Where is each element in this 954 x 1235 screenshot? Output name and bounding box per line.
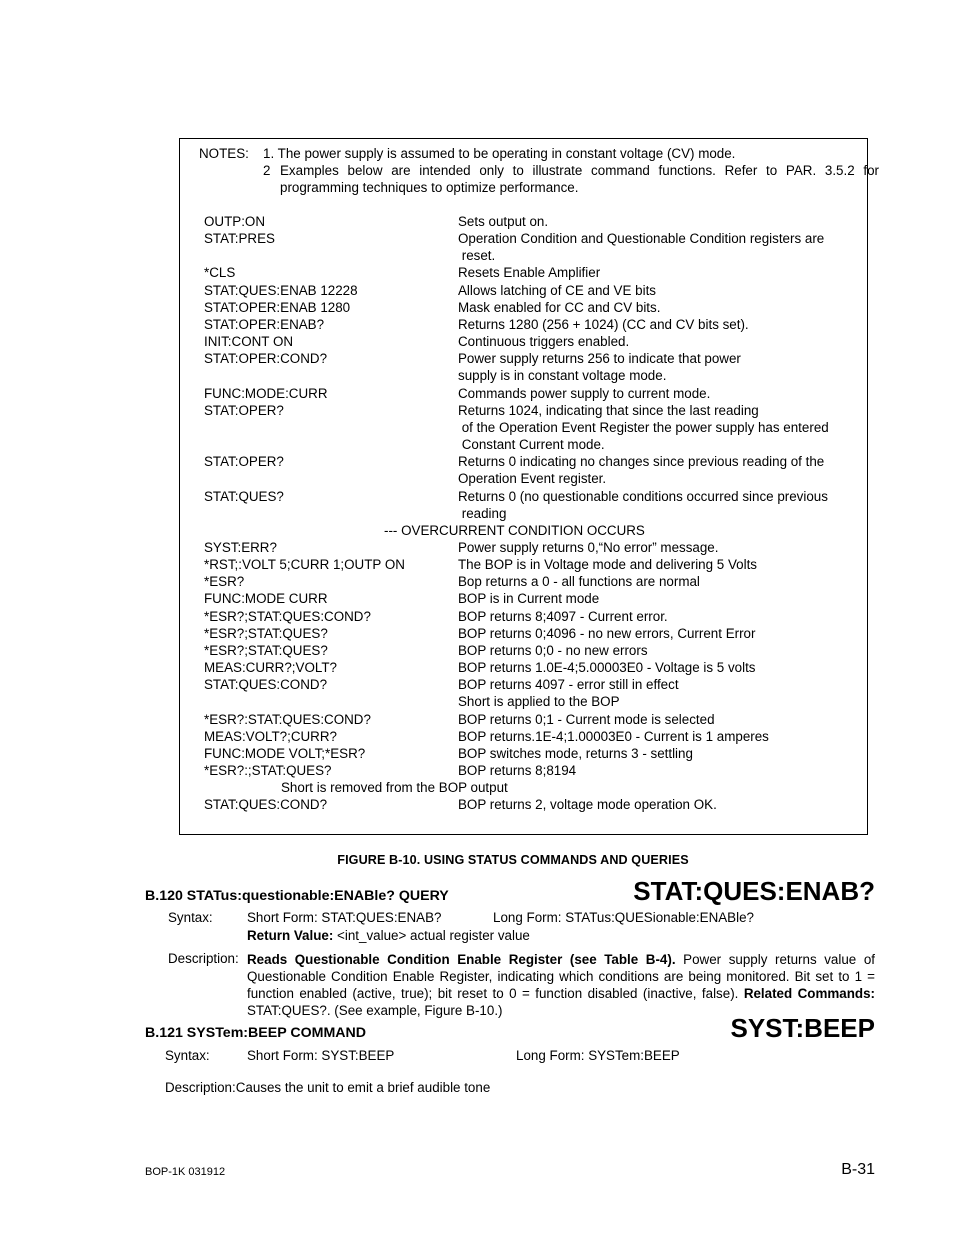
command-text [204, 436, 458, 453]
command-description: Returns 0 indicating no changes since previous reading of the [458, 454, 825, 470]
example-row [204, 230, 854, 247]
command-text: *RST;:VOLT 5;CURR 1;OUTP ON [204, 557, 405, 573]
command-text: INIT:CONT ON [204, 334, 294, 350]
command-text: OUTP:ON [204, 214, 266, 229]
short-removed-marker-text: Short is removed from the BOP output [281, 780, 508, 796]
command-description: BOP switches mode, returns 3 - settling [458, 745, 693, 761]
command-description: reading [458, 505, 507, 521]
section-b120-heading: B.120 STATus:questionable:ENABle? QUERY [145, 888, 449, 904]
command-text: STAT:QUES:ENAB 12228 [204, 282, 358, 298]
command-description: BOP returns.1E-4;1.00003E0 - Current is 1 amperes [458, 728, 769, 744]
example-row [204, 488, 854, 505]
b120-description [247, 951, 875, 1019]
example-row [204, 470, 854, 487]
b120-desc-text: Power supply returns value of Questionable Condition Enable Register, indicating which conditions are being monitored. Bit set to 1 = function enabled (active, true); bit reset to 0 = function disabled (inactive, false). [247, 952, 875, 1001]
note-2 [263, 162, 879, 196]
b121-description: Description:Causes the unit to emit a brief audible tone [165, 1080, 491, 1095]
example-row [204, 453, 854, 470]
example-row [204, 419, 854, 436]
example-row [204, 659, 854, 676]
section-b121-command: SYST:BEEP [730, 1013, 875, 1043]
command-text: STAT:QUES:COND? [204, 797, 328, 813]
notes-label: NOTES: [199, 146, 249, 161]
example-row [204, 367, 854, 384]
command-text: *ESR?:;STAT:QUES? [204, 763, 332, 778]
command-text: STAT:OPER:COND? [204, 351, 328, 367]
example-row [204, 573, 854, 590]
command-description: Returns 0 (no questionable conditions occurred since previous [458, 488, 828, 504]
command-description: BOP returns 0;4096 - no new errors, Current Error [458, 625, 756, 641]
command-text: STAT:PRES [204, 231, 275, 247]
example-row [204, 385, 854, 402]
command-text: SYST:ERR? [204, 539, 277, 555]
command-text: *ESR?:STAT:QUES:COND? [204, 711, 371, 727]
command-text: *ESR?;STAT:QUES:COND? [204, 608, 371, 624]
example-row [204, 711, 854, 728]
command-text: *ESR?;STAT:QUES? [204, 625, 328, 641]
b120-syntax-label: Syntax: [168, 910, 213, 925]
command-description: Mask enabled for CC and CV bits. [458, 299, 661, 315]
command-description: BOP is in Current mode [458, 591, 600, 607]
command-text: *ESR? [204, 574, 245, 590]
command-text: STAT:QUES:COND? [204, 677, 328, 693]
command-description: BOP returns 4097 - error still in effect [458, 677, 679, 693]
example-row [204, 350, 854, 367]
command-description: BOP returns 2, voltage mode operation OK. [458, 797, 717, 813]
command-description: Power supply returns 256 to indicate that power [458, 351, 741, 367]
command-description: The BOP is in Voltage mode and delivering 5 Volts [458, 557, 757, 573]
section-b121-heading: B.121 SYSTem:BEEP COMMAND [145, 1025, 367, 1041]
command-text [204, 247, 458, 264]
note-1: 1. The power supply is assumed to be operating in constant voltage (CV) mode. [263, 146, 736, 161]
b120-short-form: Short Form: STAT:QUES:ENAB? [247, 910, 442, 925]
command-text: FUNC:MODE:CURR [204, 385, 328, 401]
b121-short-form: Short Form: SYST:BEEP [247, 1048, 395, 1063]
command-description: of the Operation Event Register the power supply has entered [458, 419, 829, 435]
overcurrent-marker-text: --- OVERCURRENT CONDITION OCCURS [384, 522, 645, 538]
return-value-text: <int_value> actual register value [333, 928, 530, 943]
command-text [204, 693, 458, 710]
command-description: reset. [458, 248, 496, 264]
command-description: BOP returns 0;0 - no new errors [458, 642, 648, 658]
example-row [204, 247, 854, 264]
command-text: FUNC:MODE VOLT;*ESR? [204, 745, 366, 761]
command-description: supply is in constant voltage mode. [458, 368, 667, 384]
example-row [204, 625, 854, 642]
b120-return-value [247, 928, 530, 943]
command-text: *ESR?;STAT:QUES? [204, 642, 328, 658]
command-description: Returns 1280 (256 + 1024) (CC and CV bits set). [458, 316, 749, 332]
command-description: BOP returns 8;4097 - Current error. [458, 608, 668, 624]
example-row [204, 505, 854, 522]
command-text: *CLS [204, 265, 236, 281]
command-description: Power supply returns 0,“No error” message. [458, 539, 719, 555]
b121-long-form: Long Form: SYSTem:BEEP [516, 1048, 680, 1063]
command-text [204, 470, 458, 487]
command-text [204, 419, 458, 436]
example-row [204, 608, 854, 625]
example-row [204, 590, 854, 607]
command-description: Allows latching of CE and VE bits [458, 282, 656, 298]
command-text: STAT:QUES? [204, 488, 284, 504]
command-description: Resets Enable Amplifier [458, 265, 601, 281]
example-row [204, 264, 854, 281]
b121-syntax-label: Syntax: [165, 1048, 210, 1063]
footer-doc-id: BOP-1K 031912 [145, 1166, 226, 1178]
command-text: STAT:OPER? [204, 454, 284, 470]
related-commands-label: Related Commands: [743, 986, 875, 1001]
example-row [204, 213, 854, 230]
note-2-text: Examples below are intended only to illustrate command functions. Refer to PAR. 3.5.2 for programming techniques to optimize performance. [280, 163, 879, 195]
example-row [204, 676, 854, 693]
figure-box [179, 138, 879, 835]
command-description: Operation Condition and Questionable Condition registers are [458, 231, 825, 247]
section-b120-command: STAT:QUES:ENAB? [633, 876, 875, 906]
b120-description-label: Description: [168, 951, 239, 966]
command-text: STAT:OPER? [204, 402, 284, 418]
b120-long-form: Long Form: STATus:QUESionable:ENABle? [493, 910, 754, 925]
command-text: STAT:OPER:ENAB 1280 [204, 299, 351, 315]
command-description: BOP returns 0;1 - Current mode is selected [458, 711, 715, 727]
example-row [204, 693, 854, 710]
example-row [204, 728, 854, 745]
b120-desc-bold: Reads Questionable Condition Enable Register (see Table B-4). [247, 952, 676, 967]
footer-page-number: B-31 [841, 1161, 875, 1178]
example-row [204, 316, 854, 333]
figure-caption: FIGURE B-10. USING STATUS COMMANDS AND QUERIES [337, 853, 689, 867]
command-text: MEAS:VOLT?;CURR? [204, 728, 337, 744]
example-row [204, 333, 854, 350]
command-description: BOP returns 8;8194 [458, 763, 577, 778]
command-description: Continuous triggers enabled. [458, 334, 630, 350]
overcurrent-marker [204, 522, 854, 539]
command-text: FUNC:MODE CURR [204, 591, 328, 607]
command-description: Sets output on. [458, 214, 549, 229]
related-commands-text: STAT:QUES?. (See example, Figure B-10.) [247, 1003, 503, 1018]
command-text: STAT:OPER:ENAB? [204, 316, 325, 332]
note-2-number: 2 [263, 163, 271, 178]
example-row [204, 282, 854, 299]
command-description: Short is applied to the BOP [458, 694, 620, 710]
command-text: MEAS:CURR?;VOLT? [204, 660, 337, 676]
command-example-list [204, 213, 854, 813]
example-row [204, 299, 854, 316]
command-description: BOP returns 1.0E-4;5.00003E0 - Voltage is 5 volts [458, 660, 756, 676]
command-description: Constant Current mode. [458, 437, 605, 453]
command-text [204, 367, 458, 384]
example-row [204, 539, 854, 556]
short-removed-marker [204, 779, 854, 796]
return-value-label: Return Value: [247, 928, 334, 943]
command-description: Returns 1024, indicating that since the last reading [458, 402, 759, 418]
command-description: Commands power supply to current mode. [458, 385, 711, 401]
example-row [204, 762, 854, 779]
example-row [204, 402, 854, 419]
command-description: Bop returns a 0 - all functions are normal [458, 574, 700, 590]
command-description: Operation Event register. [458, 471, 607, 487]
command-text [204, 505, 458, 522]
example-row [204, 796, 854, 813]
example-row [204, 556, 854, 573]
example-row [204, 436, 854, 453]
example-row [204, 745, 854, 762]
example-row [204, 642, 854, 659]
